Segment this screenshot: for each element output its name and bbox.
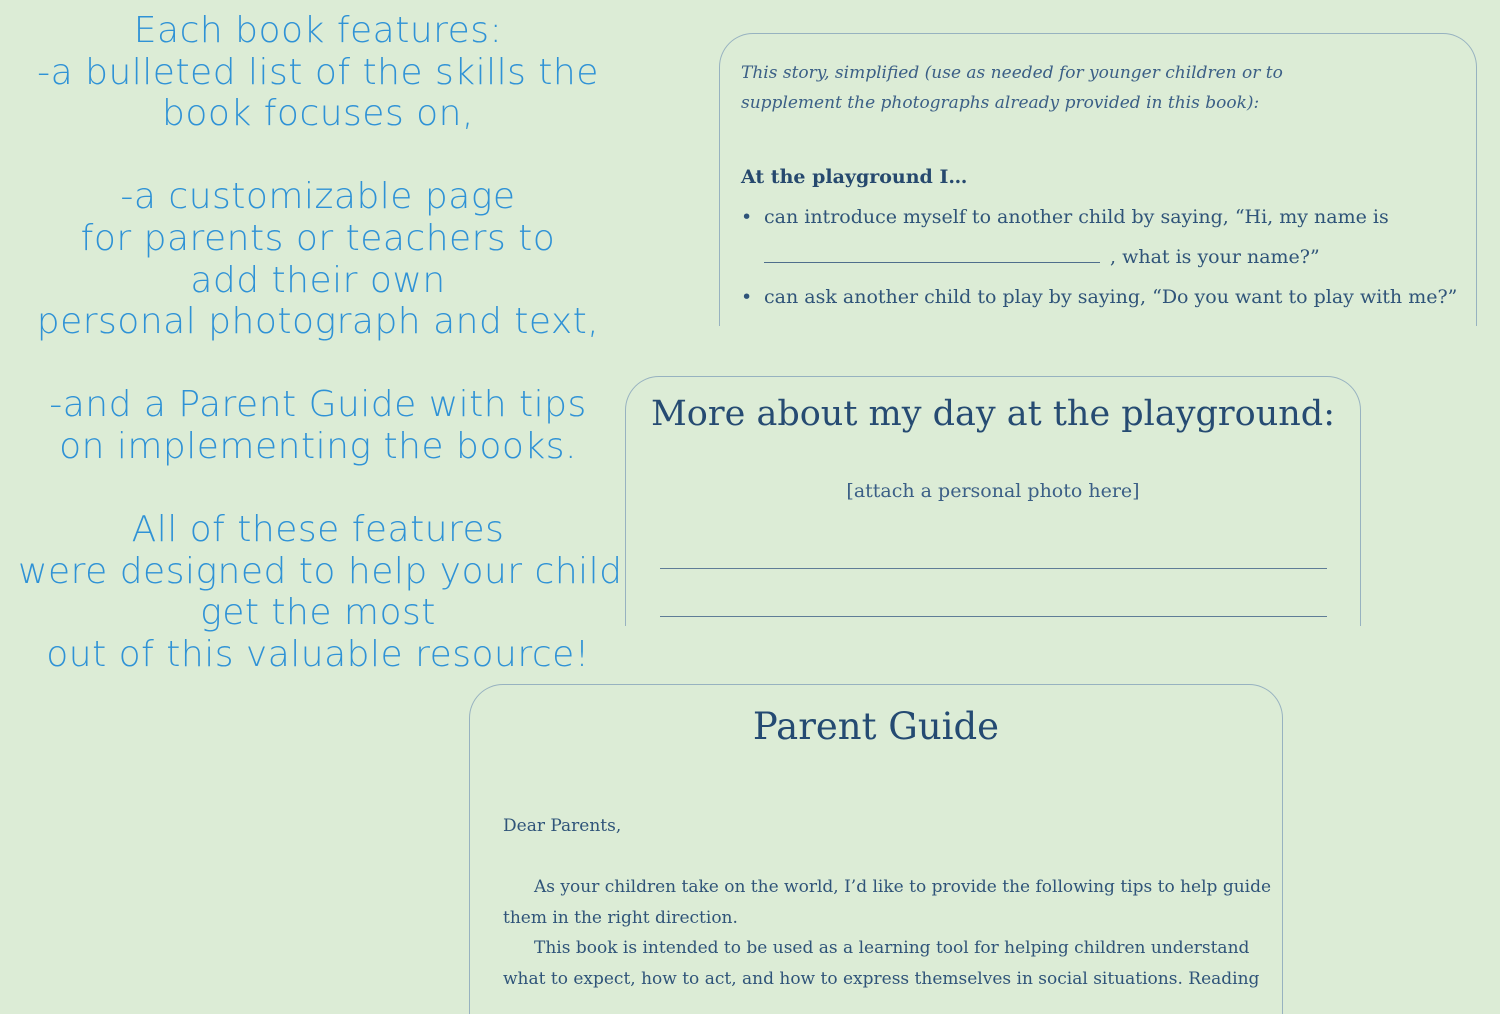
paragraph-1-line-1: As your children take on the world, I’d like to provide the following tips to help guide [534, 877, 1272, 897]
parent-guide-title: Parent Guide [752, 705, 1000, 748]
features-line: -a customizable page [120, 176, 516, 218]
name-blank-row [764, 246, 1320, 268]
story-heading: At the playground I… [741, 166, 968, 188]
features-text-block [18, 10, 623, 676]
custom-page-title: More about my day at the playground: [650, 394, 1336, 434]
story-intro-line-2: supplement the photographs already provided in this book): [741, 93, 1260, 113]
photo-placeholder-hint: [attach a personal photo here] [846, 480, 1140, 502]
features-line: -a bulleted list of the skills the [37, 51, 599, 93]
parent-guide-body [503, 811, 1273, 994]
features-line: personal photograph and text, [36, 301, 600, 343]
writing-line-2 [660, 616, 1327, 617]
bullet-ask-to-play-text: can ask another child to play by saying, “Do you want to play with me?” [764, 286, 1458, 308]
paragraph-2-line-1: This book is intended to be used as a learning tool for helping children understand [534, 938, 1250, 958]
features-line: add their own [190, 259, 446, 301]
writing-line-1 [660, 568, 1327, 569]
features-line: Each book features: [133, 10, 503, 51]
features-line: on implementing the books. [59, 425, 577, 467]
features-spacer [18, 135, 618, 177]
features-line: -and a Parent Guide with tips [49, 384, 587, 426]
story-intro-line-1: This story, simplified (use as needed for younger children or to [741, 63, 1283, 83]
features-spacer [18, 468, 618, 510]
story-intro [741, 58, 1301, 118]
bullet-dot: • [741, 286, 753, 308]
story-page-card [719, 33, 1477, 326]
paragraph-1-line-2: them in the right direction. [503, 907, 738, 928]
features-line: book focuses on, [162, 93, 474, 135]
bullet-introduce [741, 206, 1389, 228]
bullet-ask-to-play [741, 286, 1457, 308]
custom-page-card [625, 376, 1361, 626]
paragraph-2-line-2: what to expect, how to act, and how to express themselves in social situations. Reading [503, 968, 1260, 989]
parent-guide-card [469, 684, 1283, 1014]
features-line: out of this valuable resource! [46, 633, 590, 675]
features-line: for parents or teachers to [80, 217, 556, 259]
features-line: All of these features [131, 509, 505, 551]
bullet-introduce-text: can introduce myself to another child by saying, “Hi, my name is [764, 206, 1389, 228]
features-spacer [18, 343, 618, 385]
bullet-introduce-continuation: , what is your name?” [1110, 246, 1320, 268]
features-line: were designed to help your child [18, 550, 623, 592]
name-fill-in-blank [764, 248, 1100, 263]
features-line: get the most [200, 592, 436, 634]
bullet-dot: • [741, 206, 753, 228]
salutation: Dear Parents, [503, 816, 622, 836]
